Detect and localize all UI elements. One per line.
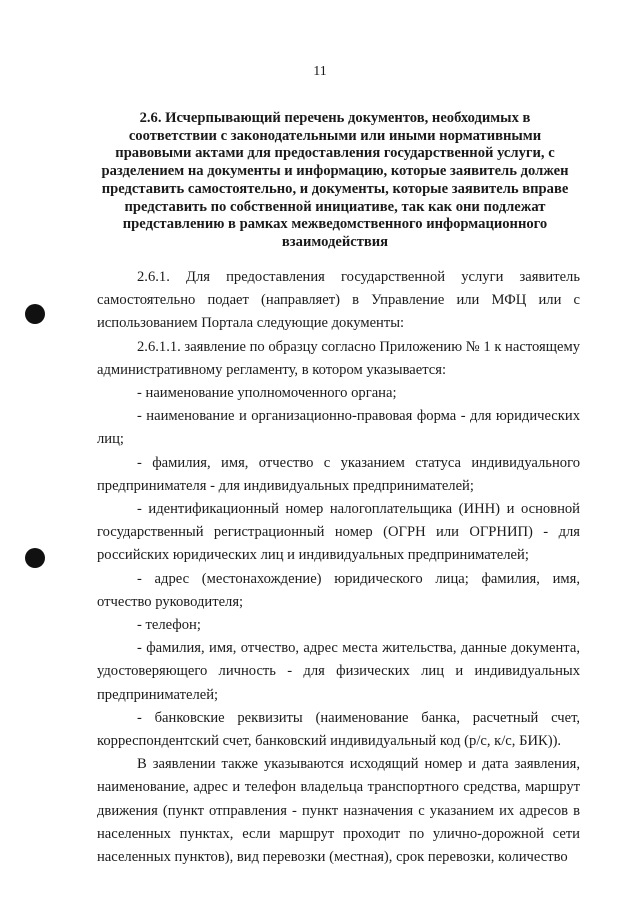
paragraph-2-6-1-1: 2.6.1.1. заявление по образцу согласно Приложению № 1 к настоящему административному регламенту, в котором указывается: [97, 338, 580, 378]
punch-hole [25, 304, 45, 324]
list-item: - фамилия, имя, отчество, адрес места жительства, данные документа, удостоверяющего личность - для физических лиц и индивидуальных предпринимателей; [97, 640, 580, 703]
section-heading: 2.6. Исчерпывающий перечень документов, необходимых в соответствии с законодательными или иными нормативными правовыми актами для предоставления государственной услуги, с разделением на документы и информацию, которые заявитель должен представить самостоятельно, и документы, которые заявитель вправе представить по собственной инициативе, так как они подлежат представлению в рамках межведомственного информационного взаимодействия [101, 110, 569, 250]
list-item: - фамилия, имя, отчество с указанием статуса индивидуального предпринимателя - для индивидуальных предпринимателей; [97, 454, 580, 494]
list-item: - наименование уполномоченного органа; [137, 385, 397, 402]
list-item: - адрес (местонахождение) юридического лица; фамилия, имя, отчество руководителя; [97, 570, 580, 610]
paragraph-application-details: В заявлении также указываются исходящий номер и дата заявления, наименование, адрес и телефон владельца транспортного средства, маршрут движения (пункт отправления - пункт назначения с указанием их адресов в населенных пунктах, если маршрут проходит по улично-дорожной сети населенных пунктов), вид перевозки (местная), срок перевозки, количество [97, 756, 580, 866]
paragraph-2-6-1: 2.6.1. Для предоставления государственной услуги заявитель самостоятельно подает (направляет) в Управление или МФЦ или с использованием Портала следующие документы: [97, 269, 580, 332]
body-text [97, 266, 580, 869]
list-item: - наименование и организационно-правовая форма - для юридических лиц; [97, 408, 580, 448]
page-number: 11 [313, 64, 327, 79]
punch-hole [25, 548, 45, 568]
list-item: - идентификационный номер налогоплательщика (ИНН) и основной государственный регистрационный номер (ОГРН или ОГРНИП) - для российских юридических лиц и индивидуальных предпринимателей; [97, 501, 580, 564]
list-item: - банковские реквизиты (наименование банка, расчетный счет, корреспондентский счет, банковский индивидуальный код (р/с, к/с, БИК)). [97, 709, 580, 750]
list-item: - телефон; [137, 617, 201, 634]
